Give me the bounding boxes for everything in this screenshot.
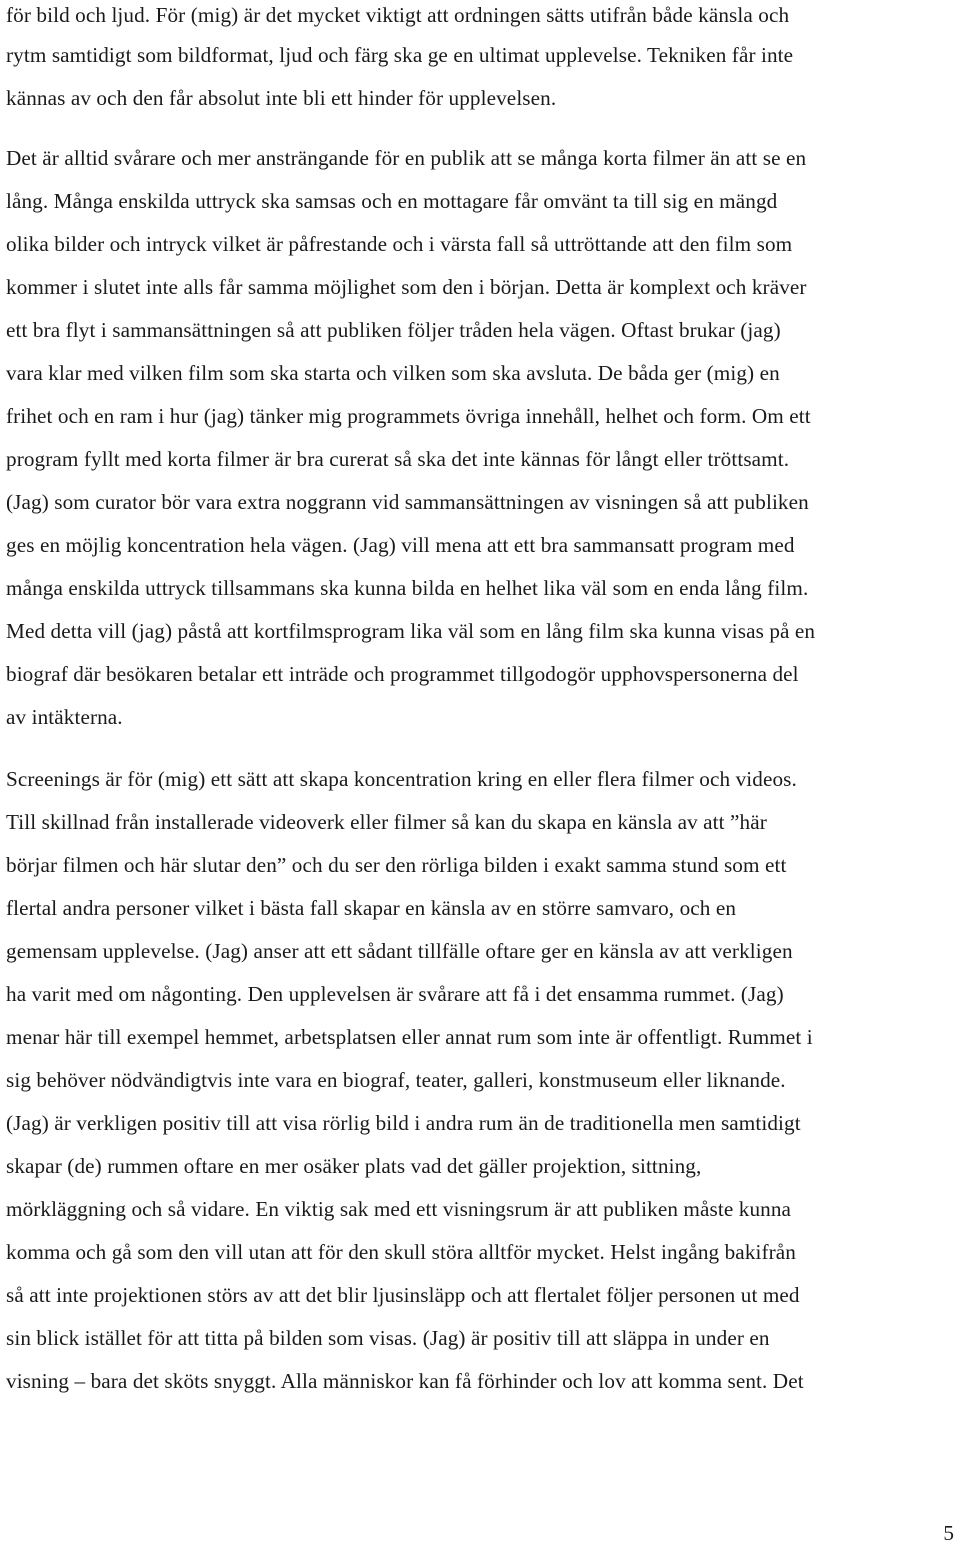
- text-line: Med detta vill (jag) påstå att kortfilmsprogram lika väl som en lång film ska kunna visas på en: [6, 619, 816, 643]
- text-line: många enskilda uttryck tillsammans ska kunna bilda en helhet lika väl som en enda lång film.: [6, 576, 809, 600]
- text-line: gemensam upplevelse. (Jag) anser att ett sådant tillfälle oftare ger en känsla av att verkligen: [6, 939, 793, 963]
- text-line: för bild och ljud. För (mig) är det mycket viktigt att ordningen sätts utifrån både känsla och: [6, 3, 790, 27]
- text-line: Till skillnad från installerade videoverk eller filmer så kan du skapa en känsla av att ”här: [6, 810, 767, 834]
- text-line: visning – bara det sköts snyggt. Alla människor kan få förhinder och lov att komma sent. Det: [6, 1369, 804, 1393]
- text-line: frihet och en ram i hur (jag) tänker mig programmets övriga innehåll, helhet och form. Om ett: [6, 404, 811, 428]
- text-line: (Jag) är verkligen positiv till att visa rörlig bild i andra rum än de traditionella men samtidigt: [6, 1111, 801, 1135]
- text-line: Screenings är för (mig) ett sätt att skapa koncentration kring en eller flera filmer och videos.: [6, 767, 797, 791]
- text-line: av intäkterna.: [6, 705, 123, 729]
- text-line: ett bra flyt i sammansättningen så att publiken följer tråden hela vägen. Oftast brukar (jag): [6, 318, 781, 342]
- text-line: (Jag) som curator bör vara extra noggrann vid sammansättningen av visningen så att publiken: [6, 490, 809, 514]
- text-line: vara klar med vilken film som ska starta och vilken som ska avsluta. De båda ger (mig) en: [6, 361, 780, 385]
- text-line: mörkläggning och så vidare. En viktig sak med ett visningsrum är att publiken måste kunna: [6, 1197, 792, 1221]
- text-line: börjar filmen och här slutar den” och du ser den rörliga bilden i exakt samma stund som ett: [6, 853, 787, 877]
- page-number: 5: [943, 1521, 954, 1545]
- text-line: program fyllt med korta filmer är bra curerat så ska det inte kännas för långt eller tröttsamt.: [6, 447, 790, 471]
- text-line: komma och gå som den vill utan att för den skull störa alltför mycket. Helst ingång bakifrån: [6, 1240, 797, 1264]
- text-line: ha varit med om någonting. Den upplevelsen är svårare att få i det ensamma rummet. (Jag): [6, 982, 784, 1006]
- text-line: kommer i slutet inte alls får samma möjlighet som den i början. Detta är komplext och kräver: [6, 275, 807, 299]
- text-line: flertal andra personer vilket i bästa fall skapar en känsla av en större samvaro, och en: [6, 896, 737, 920]
- text-line: sig behöver nödvändigtvis inte vara en biograf, teater, galleri, konstmuseum eller liknande.: [6, 1068, 786, 1092]
- text-line: Det är alltid svårare och mer ansträngande för en publik att se många korta filmer än att se en: [6, 146, 807, 170]
- text-line: så att inte projektionen störs av att det blir ljusinsläpp och att flertalet följer personen ut med: [6, 1283, 800, 1307]
- text-line: rytm samtidigt som bildformat, ljud och färg ska ge en ultimat upplevelse. Tekniken får inte: [6, 43, 794, 67]
- text-line: sin blick istället för att titta på bilden som visas. (Jag) är positiv till att släppa in under en: [6, 1326, 770, 1350]
- text-line: biograf där besökaren betalar ett inträde och programmet tillgodogör upphovspersonerna del: [6, 662, 799, 686]
- text-line: menar här till exempel hemmet, arbetsplatsen eller annat rum som inte är offentligt. Rummet i: [6, 1025, 813, 1049]
- text-line: ges en möjlig koncentration hela vägen. (Jag) vill mena att ett bra sammansatt program med: [6, 533, 795, 557]
- text-line: skapar (de) rummen oftare en mer osäker plats vad det gäller projektion, sittning,: [6, 1154, 702, 1178]
- text-line: kännas av och den får absolut inte bli ett hinder för upplevelsen.: [6, 86, 557, 110]
- text-line: olika bilder och intryck vilket är påfrestande och i värsta fall så uttröttande att den film som: [6, 232, 793, 256]
- text-line: lång. Många enskilda uttryck ska samsas och en mottagare får omvänt ta till sig en mängd: [6, 189, 778, 213]
